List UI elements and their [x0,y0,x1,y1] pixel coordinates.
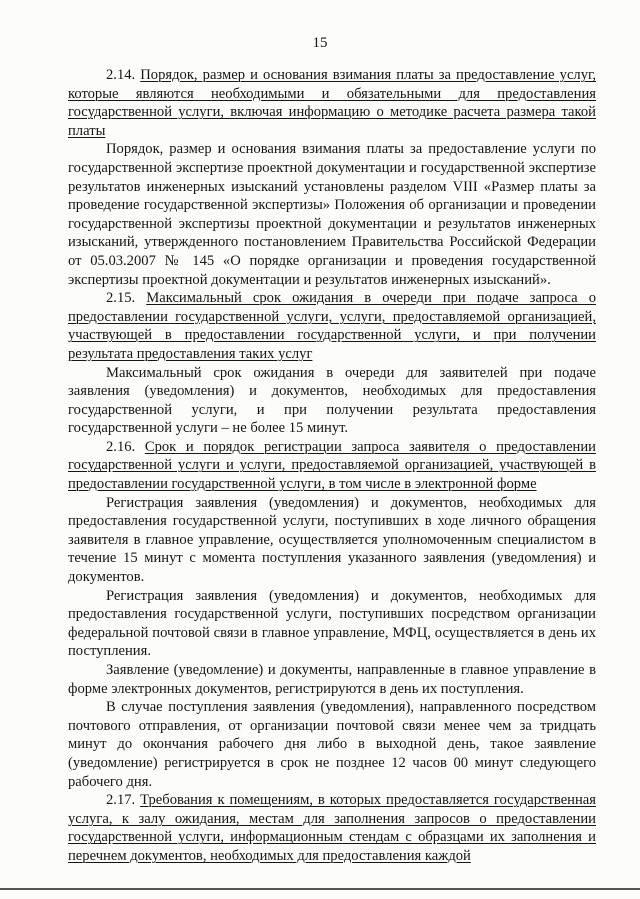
paragraph: Порядок, размер и основания взимания платы за предоставление услуги по государственной экспертизе проектной документации и государственной экспертизе результатов инженерных изысканий установлены разделом VIII «Размер платы за проведение государственной экспертизы» Положения об организации и проведении государственной экспертизы проектной документации и результатов инженерных изысканий, утвержденного постановлением Правительства Российской Федерации от 05.03.2007 № 145 «О порядке организации и проведения государственной экспертизы проектной документации и результатов инженерных изысканий». [68,141,596,288]
paragraph: Заявление (уведомление) и документы, направленные в главное управление в форме электронных документов, регистрируются в день их поступления. [68,662,596,697]
section-number: 2.17. [106,792,136,809]
section-title: Требования к помещениям, в которых предоставляется государственная услуга, к залу ожидания, местам для заполнения запросов о предоставлении государственной услуги, информационным стендам с образцами их заполнения и перечнем документов, необходимых для предоставления каждой [68,792,596,864]
section-number: 2.14. [106,67,136,83]
document-body [68,66,596,866]
section-title: Порядок, размер и основания взимания платы за предоставление услуг, которые являются необходимыми и обязательными для предоставления государственной услуги, включая информацию о методике расчета размера такой платы [68,67,596,139]
section-heading-2-15 [68,289,596,363]
section-title: Максимальный срок ожидания в очереди при подаче запроса о предоставлении государственной услуги, услуги, предоставляемой организацией, участвующей в предоставлении государственной услуги, и при получении результата предоставления таких услуг [68,290,596,362]
section-number: 2.16. [106,438,136,455]
paragraph: Регистрация заявления (уведомления) и документов, необходимых для предоставления государственной услуги, поступивших в ходе личного обращения заявителя в главное управление, осуществляется уполномоченным специалистом в течение 15 минут с момента поступления указанного заявления (уведомления) и документов. [68,494,596,586]
paragraph: Максимальный срок ожидания в очереди для заявителей при подаче заявления (уведомления) и документов, необходимых для предоставления государственной услуги, и при получении результата предоставления государственной услуги – не более 15 минут. [68,364,596,437]
paragraph: Регистрация заявления (уведомления) и документов, необходимых для предоставления государственной услуги, поступивших посредством организации федеральной почтовой связи в главное управление, МФЦ, осуществляется в день их поступления. [68,587,596,660]
page-number: 15 [312,35,328,51]
section-heading-2-14 [68,66,596,140]
paragraph: В случае поступления заявления (уведомления), направленного посредством почтового отправления, от организации почтовой связи менее чем за тридцать минут до окончания рабочего дня либо в выходной день, такое заявление (уведомление) регистрируется в срок не позднее 12 часов 00 минут следующего рабочего дня. [68,699,596,790]
section-heading-2-16 [68,438,596,494]
section-heading-2-17 [68,791,596,865]
page-bottom-rule [0,888,640,890]
section-title: Срок и порядок регистрации запроса заявителя о предоставлении государственной услуги и услуги, предоставляемой организацией, участвующей в предоставлении государственной услуги, в том числе в электронной форме [68,438,596,493]
section-number: 2.15. [106,290,136,307]
